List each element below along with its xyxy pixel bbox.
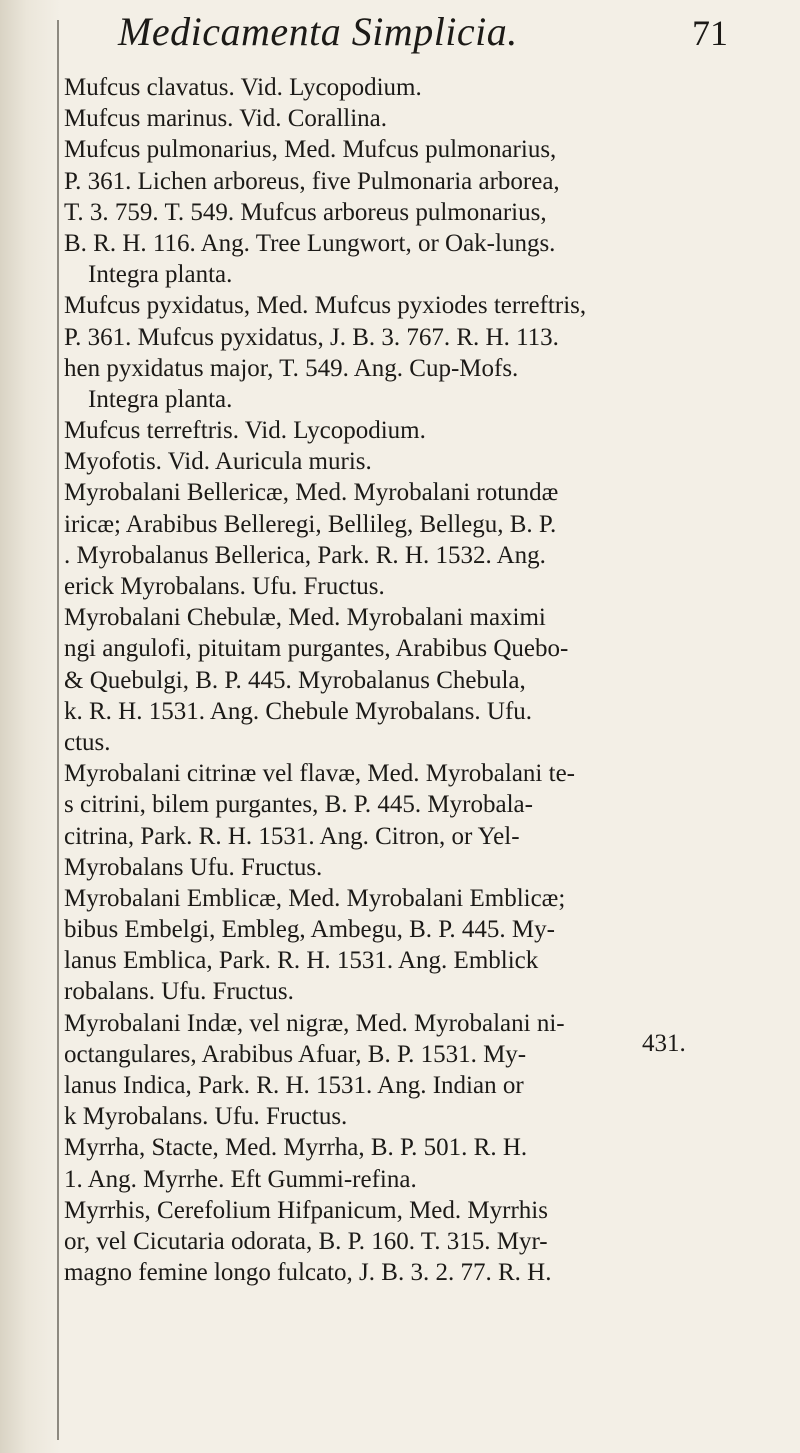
text-line: Myrobalans Ufu. Fructus.: [64, 853, 323, 881]
text-line: k Myrobalans. Ufu. Fructus.: [64, 1103, 348, 1131]
text-line: Myrrhis, Cerefolium Hifpanicum, Med. Myrrhis: [64, 1196, 548, 1224]
text-line: & Quebulgi, B. P. 445. Myrobalanus Chebula,: [64, 666, 526, 694]
text-line: hen pyxidatus major, T. 549. Ang. Cup-Mofs.: [64, 354, 519, 382]
text-line: Integra planta.: [88, 261, 233, 289]
text-line: ctus.: [64, 728, 111, 756]
text-line: P. 361. Mufcus pyxidatus, J. B. 3. 767. R. H. 113.: [64, 323, 559, 351]
text-line: Mufcus terreftris. Vid. Lycopodium.: [64, 417, 426, 445]
text-line: citrina, Park. R. H. 1531. Ang. Citron, or Yel-: [64, 822, 520, 850]
text-line: lanus Indica, Park. R. H. 1531. Ang. Indian or: [64, 1072, 524, 1099]
text-line: ngi angulofi, pituitam purgantes, Arabibus Quebo-: [64, 635, 569, 663]
text-line: Myrrha, Stacte, Med. Myrrha, B. P. 501. R. H.: [64, 1134, 528, 1162]
text-line: . Myrobalanus Bellerica, Park. R. H. 1532. Ang.: [64, 541, 546, 569]
text-line: lanus Emblica, Park. R. H. 1531. Ang. Emblick: [64, 947, 539, 975]
text-line: or, vel Cicutaria odorata, B. P. 160. T. 315. Myr-: [64, 1227, 548, 1255]
text-line: Mufcus marinus. Vid. Corallina.: [64, 105, 387, 133]
text-line: Myrobalani Chebulæ, Med. Myrobalani maximi: [64, 604, 546, 632]
text-line: P. 361. Lichen arboreus, five Pulmonaria arborea,: [64, 167, 560, 195]
text-line: bibus Embelgi, Embleg, Ambegu, B. P. 445. My-: [64, 916, 555, 944]
text-line: k. R. H. 1531. Ang. Chebule Myrobalans. Ufu.: [64, 697, 533, 725]
text-line: octangulares, Arabibus Afuar, B. P. 1531. My-: [64, 1040, 527, 1068]
text-line: iricæ; Arabibus Belleregi, Bellileg, Bellegu, B. P.: [64, 510, 557, 538]
running-title: Medicamenta Simplicia.: [118, 9, 518, 54]
text-line: Mufcus clavatus. Vid. Lycopodium.: [64, 74, 422, 101]
page-gutter-shadow: [0, 0, 60, 1453]
text-line: Integra planta.: [88, 385, 233, 413]
catchword: 431.: [642, 1030, 686, 1057]
text-line: Myrobalani Emblicæ, Med. Myrobalani Emblicæ;: [64, 884, 566, 912]
text-line: Myofotis. Vid. Auricula muris.: [64, 448, 372, 476]
text-line: magno femine longo fulcato, J. B. 3. 2. 77. R. H.: [64, 1259, 552, 1287]
page-header: [118, 2, 728, 62]
binding-edge: [57, 20, 59, 1440]
text-line: Mufcus pyxidatus, Med. Mufcus pyxiodes terreftris,: [64, 292, 587, 320]
text-line: robalans. Ufu. Fructus.: [64, 978, 294, 1006]
text-line: Myrobalani Indæ, vel nigræ, Med. Myrobalani ni-: [64, 1009, 565, 1037]
text-line: s citrini, bilem purgantes, B. P. 445. Myrobala-: [64, 791, 533, 819]
page-number: 71: [692, 13, 728, 53]
body-text: [64, 72, 744, 1288]
text-line: erick Myrobalans. Ufu. Fructus.: [64, 573, 385, 600]
text-line: Myrobalani citrinæ vel flavæ, Med. Myrobalani te-: [64, 760, 575, 788]
text-line: Mufcus pulmonarius, Med. Mufcus pulmonarius,: [64, 136, 557, 164]
text-line: 1. Ang. Myrrhe. Eft Gummi-refina.: [64, 1165, 417, 1193]
text-line: T. 3. 759. T. 549. Mufcus arboreus pulmonarius,: [64, 198, 547, 226]
text-line: Myrobalani Bellericæ, Med. Myrobalani rotundæ: [64, 479, 559, 507]
text-line: B. R. H. 116. Ang. Tree Lungwort, or Oak-lungs.: [64, 229, 556, 257]
